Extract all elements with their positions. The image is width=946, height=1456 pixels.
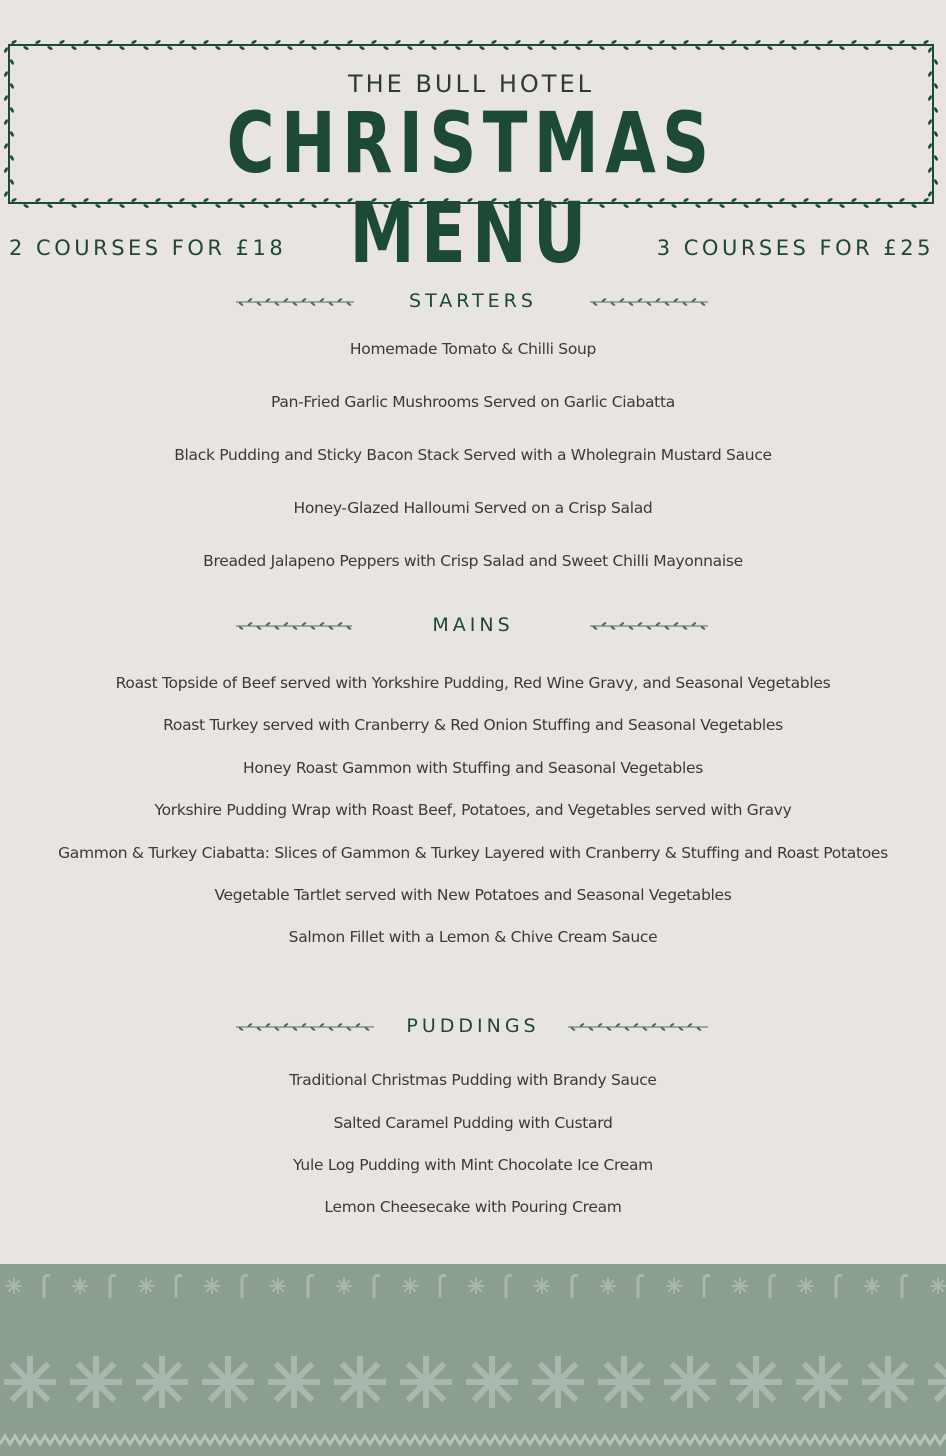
mains-heading <box>0 614 946 640</box>
section-title-mains: MAINS <box>432 614 514 636</box>
menu-item: Roast Topside of Beef served with Yorkshire Pudding, Red Wine Gravy, and Seasonal Vegetables <box>115 674 831 692</box>
footer-pattern <box>0 1264 946 1456</box>
menu-item: Roast Turkey served with Cranberry & Red Onion Stuffing and Seasonal Vegetables <box>163 716 783 734</box>
menu-item: Yorkshire Pudding Wrap with Roast Beef, Potatoes, and Vegetables served with Gravy <box>154 801 792 819</box>
leaf-sprig-right-icon <box>590 620 708 632</box>
menu-item: Honey Roast Gammon with Stuffing and Seasonal Vegetables <box>243 759 703 777</box>
menu-item: Vegetable Tartlet served with New Potatoes and Seasonal Vegetables <box>214 886 732 904</box>
menu-item: Salmon Fillet with a Lemon & Chive Cream Sauce <box>288 928 658 946</box>
snowflake-pattern-icon <box>0 1264 946 1456</box>
menu-item: Honey-Glazed Halloumi Served on a Crisp Salad <box>293 499 653 517</box>
three-course-price: 3 COURSES FOR £25 <box>656 236 934 260</box>
hotel-name: THE BULL HOTEL <box>347 70 595 98</box>
menu-item: Homemade Tomato & Chilli Soup <box>349 340 597 358</box>
menu-item: Lemon Cheesecake with Pouring Cream <box>324 1198 622 1216</box>
leaf-sprig-right-icon <box>568 1021 708 1033</box>
vine-border-top-icon <box>10 37 932 53</box>
leaf-sprig-right-icon <box>590 296 708 308</box>
menu-item: Salted Caramel Pudding with Custard <box>333 1114 613 1132</box>
menu-item: Pan-Fried Garlic Mushrooms Served on Garlic Ciabatta <box>271 393 675 411</box>
menu-item: Yule Log Pudding with Mint Chocolate Ice Cream <box>293 1156 653 1174</box>
two-course-price: 2 COURSES FOR £18 <box>9 236 287 260</box>
starters-heading <box>0 290 946 316</box>
menu-title: CHRISTMAS MENU <box>226 94 716 282</box>
menu-item: Black Pudding and Sticky Bacon Stack Served with a Wholegrain Mustard Sauce <box>174 446 772 464</box>
menu-item: Breaded Jalapeno Peppers with Crisp Salad and Sweet Chilli Mayonnaise <box>203 552 743 570</box>
menu-item: Traditional Christmas Pudding with Brandy Sauce <box>289 1071 657 1089</box>
section-title-starters: STARTERS <box>409 290 537 312</box>
puddings-heading <box>0 1015 946 1041</box>
menu-item: Gammon & Turkey Ciabatta: Slices of Gammon & Turkey Layered with Cranberry & Stuffing and Roast Potatoes <box>58 844 888 862</box>
section-title-puddings: PUDDINGS <box>406 1015 540 1037</box>
